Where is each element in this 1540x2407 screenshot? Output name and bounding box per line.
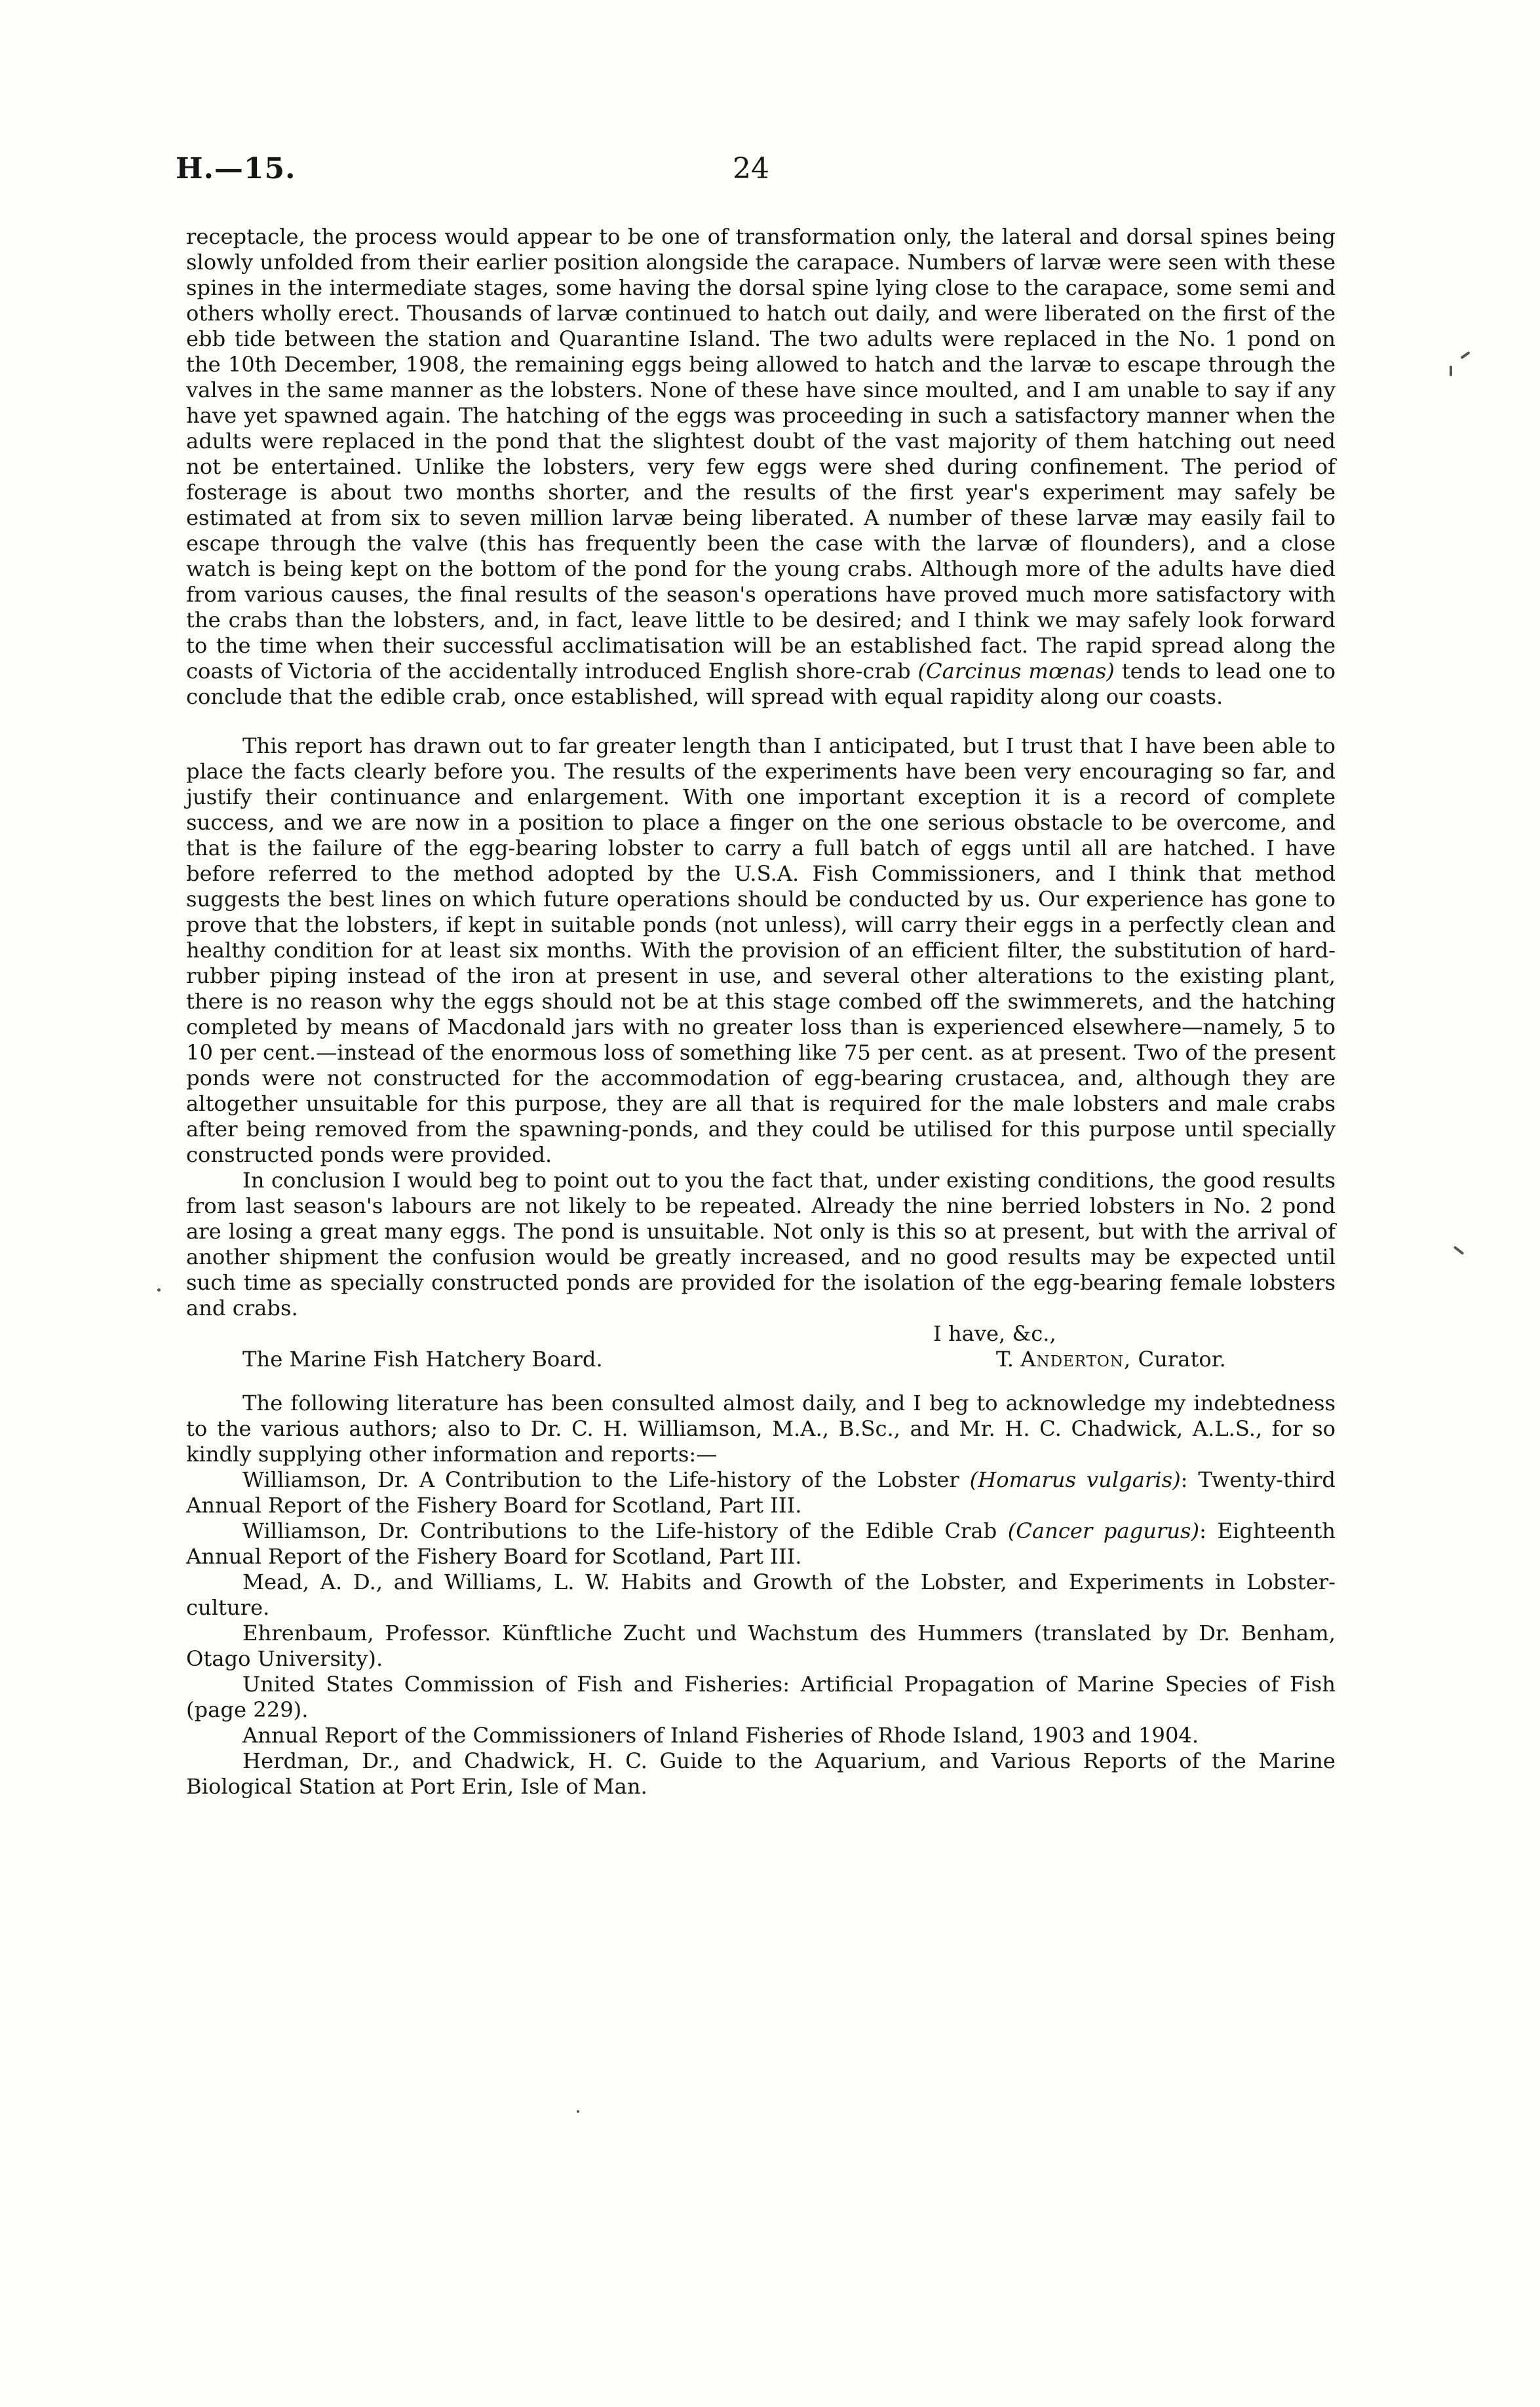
- reference-item: Mead, A. D., and Williams, L. W. Habits and Growth of the Lobster, and Experiments in Lobster-culture.: [186, 1569, 1336, 1620]
- page-header: [176, 152, 1336, 198]
- margin-mark: [1450, 366, 1452, 376]
- reference-species: (Homarus vulgaris): [969, 1467, 1181, 1492]
- addressee: The Marine Fish Hatchery Board.: [242, 1347, 603, 1372]
- reference-text: Williamson, Dr. A Contribution to the Life-history of the Lobster: [242, 1467, 959, 1492]
- report-body: [186, 224, 1336, 1800]
- reference-item: Herdman, Dr., and Chadwick, H. C. Guide to the Aquarium, and Various Reports of the Marine Biological Station at Port Erin, Isle of Man.: [186, 1748, 1336, 1799]
- signatory-title: Curator.: [1138, 1347, 1226, 1372]
- margin-mark: [1460, 351, 1470, 359]
- document-reference: H.—15.: [176, 152, 296, 185]
- reference-text: Williamson, Dr. Contributions to the Life-history of the Edible Crab: [242, 1518, 997, 1543]
- species-name: (Carcinus mœnas): [917, 659, 1115, 684]
- paragraph-report-summary: This report has drawn out to far greater length than I anticipated, but I trust that I have been able to place the facts clearly before you. The results of the experiments have been very encouraging so far, and justify their continuance and enlargement. With one important exception it is a record of complete success, and we are now in a position to place a finger on the one serious obstacle to be overcome, and that is the failure of the egg-bearing lobster to carry a full batch of eggs until all are hatched. I have before referred to the method adopted by the U.S.A. Fish Commissioners, and I think that method suggests the best lines on which future operations should be conducted by us. Our experience has gone to prove that the lobsters, if kept in suitable ponds (not unless), will carry their eggs in a perfectly clean and healthy condition for at least six months. With the provision of an efficient filter, the substitution of hard-rubber piping instead of the iron at present in use, and several other alterations to the existing plant, there is no reason why the eggs should not be at this stage combed off the swimmerets, and the hatching completed by means of Macdonald jars with no greater loss than is experienced elsewhere—namely, 5 to 10 per cent.—instead of the enormous loss of something like 75 per cent. as at present. Two of the present ponds were not constructed for the accommodation of egg-bearing crustacea, and, although they are altogether unsuitable for this purpose, they are all that is required for the male lobsters and male crabs after being removed from the spawning-ponds, and they could be utilised for this purpose until specially constructed ponds were provided.: [186, 733, 1336, 1167]
- paragraph-text: tends to lead one to conclude that the edible crab, once established, will spread with equal rapidity along our coasts.: [186, 659, 1336, 709]
- reference-item: [186, 1518, 1336, 1569]
- reference-text: : Twenty-third Annual Report of the Fishery Board for Scotland, Part III.: [186, 1467, 1336, 1518]
- reference-text: : Eighteenth Annual Report of the Fishery Board for Scotland, Part III.: [186, 1518, 1336, 1569]
- signature-closing: I have, &c.,: [933, 1321, 1056, 1346]
- signatory-name: Anderton,: [1020, 1347, 1132, 1372]
- reference-item: Ehrenbaum, Professor. Künftliche Zucht und Wachstum des Hummers (translated by Dr. Benham, Otago University).: [186, 1621, 1336, 1671]
- paragraph-conclusion: In conclusion I would beg to point out to you the fact that, under existing conditions, the good results from last season's labours are not likely to be repeated. Already the nine berried lobsters in No. 2 pond are losing a great many eggs. The pond is unsuitable. Not only is this so at present, but with the arrival of another shipment the confusion would be greatly increased, and no good results may be expected until such time as specially constructed ponds are provided for the isolation of the egg-bearing female lobsters and crabs.: [186, 1168, 1336, 1320]
- reference-list: [186, 1467, 1336, 1800]
- signatory: [996, 1347, 1226, 1372]
- reference-item: United States Commission of Fish and Fisheries: Artificial Propagation of Marine Species of Fish (page 229).: [186, 1672, 1336, 1722]
- margin-mark: [157, 1288, 161, 1292]
- reference-item: [186, 1467, 1336, 1518]
- reference-species: (Cancer pagurus): [1007, 1518, 1200, 1543]
- paragraph-text: receptacle, the process would appear to be one of transformation only, the lateral and dorsal spines being slowly unfolded from their earlier position alongside the carapace. Numbers of larvæ were seen with these spines in the intermediate stages, some having the dorsal spine lying close to the carapace, some semi and others wholly erect. Thousands of larvæ continued to hatch out daily, and were liberated on the first of the ebb tide between the station and Quarantine Island. The two adults were replaced in the No. 1 pond on the 10th December, 1908, the remaining eggs being allowed to hatch and the larvæ to escape through the valves in the same manner as the lobsters. None of these have since moulted, and I am unable to say if any have yet spawned again. The hatching of the eggs was proceeding in such a satisfactory manner when the adults were replaced in the pond that the slightest doubt of the vast majority of them hatching out need not be entertained. Unlike the lobsters, very few eggs were shed during confinement. The period of fosterage is about two months shorter, and the results of the first year's experiment may safely be estimated at from six to seven million larvæ being liberated. A number of these larvæ may easily fail to escape through the valve (this has frequently been the case with the larvæ of flounders), and a close watch is being kept on the bottom of the pond for the young crabs. Although more of the adults have died from various causes, the final results of the season's operations have proved much more satisfactory with the crabs than the lobsters, and, in fact, leave little to be desired; and I think we may safely look forward to the time when their successful acclimatisation will be an established fact. The rapid spread along the coasts of Victoria of the accidentally introduced English shore-crab: [186, 224, 1336, 684]
- literature-intro: The following literature has been consulted almost daily, and I beg to acknowledge my indebtedness to the various authors; also to Dr. C. H. Williamson, M.A., B.Sc., and Mr. H. C. Chadwick, A.L.S., for so kindly supplying other information and reports:—: [186, 1391, 1336, 1467]
- signature-row: [186, 1347, 1336, 1372]
- page-number: 24: [733, 152, 769, 185]
- margin-mark: [1453, 1246, 1465, 1255]
- paragraph-crab-larvae: [186, 224, 1336, 710]
- signatory-initial: T.: [996, 1347, 1014, 1372]
- reference-item: Annual Report of the Commissioners of Inland Fisheries of Rhode Island, 1903 and 1904.: [242, 1723, 1199, 1748]
- margin-mark: [577, 2110, 579, 2113]
